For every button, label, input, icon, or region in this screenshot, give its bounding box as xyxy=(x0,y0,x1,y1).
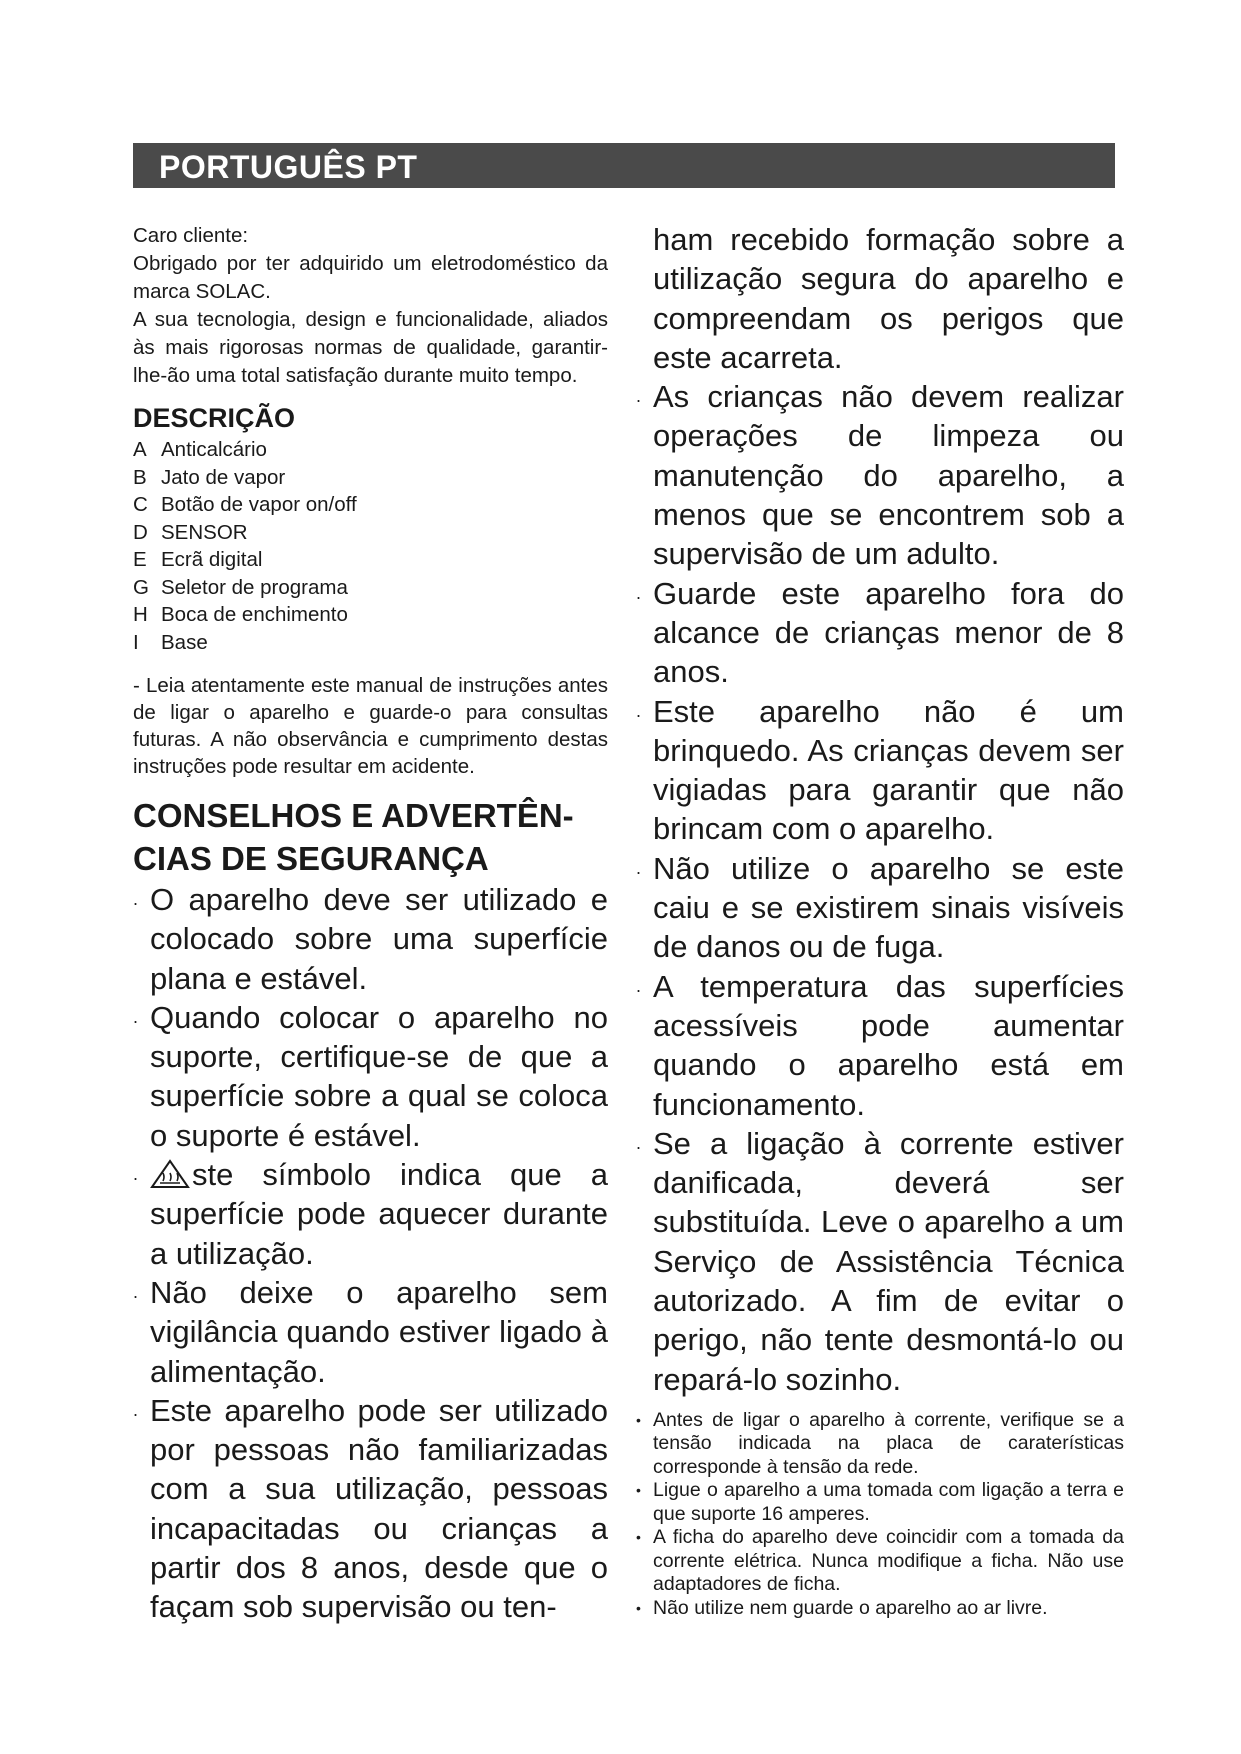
safety-item xyxy=(636,1124,1124,1399)
description-label: Jato de vapor xyxy=(161,465,286,489)
bullet: . xyxy=(636,975,642,996)
safety-item-text: Se a ligação à corrente estiver danificada, deverá ser substituída. Leve o aparelho a um Serviço de Assistência Técnica autorizado. A fim de evitar o perigo, não tente desmontá-lo ou repará-lo sozinho. xyxy=(653,1125,1124,1397)
safety-item xyxy=(133,880,608,998)
safety-item-text: A temperatura das superfícies acessíveis pode aumentar quando o aparelho está em funcionamento. xyxy=(653,968,1124,1122)
description-item xyxy=(133,464,608,492)
safety-item-text: Guarde este aparelho fora do alcance de crianças menor de 8 anos. xyxy=(653,575,1124,690)
safety-item xyxy=(636,692,1124,849)
safety-item xyxy=(133,1391,608,1627)
description-heading: DESCRIÇÃO xyxy=(133,403,296,433)
bullet: • xyxy=(636,1599,641,1616)
safety-item xyxy=(636,967,1124,1124)
read-manual-note: - Leia atentamente este manual de instruções antes de ligar o aparelho e guarde-o para consultas futuras. A não observância e cumprimento destas instruções pode resultar em acidente. xyxy=(133,674,608,778)
description-label: Boca de enchimento xyxy=(161,603,348,626)
bullet: . xyxy=(133,889,139,909)
greeting: Caro cliente: xyxy=(133,224,249,247)
bullet: . xyxy=(133,1006,139,1027)
safety-item-text: O aparelho deve ser utilizado e colocado sobre uma superfície plana e estável. xyxy=(150,882,608,996)
right-column xyxy=(636,220,1124,1620)
safety-item xyxy=(636,377,1124,573)
bullet: . xyxy=(636,857,642,878)
small-safety-item xyxy=(636,1479,1124,1526)
description-label: Anticalcário xyxy=(161,438,267,461)
description-label: Base xyxy=(161,630,208,654)
small-safety-item xyxy=(636,1526,1124,1597)
small-safety-item xyxy=(636,1409,1124,1480)
safety-list-small xyxy=(636,1409,1124,1621)
description-letter: A xyxy=(133,438,147,461)
safety-item-text: Quando colocar o aparelho no suporte, certifique-se de que a superfície sobre a qual se coloca o suporte é estável. xyxy=(150,999,608,1153)
safety-list-right xyxy=(636,377,1124,1399)
bullet: . xyxy=(133,1399,139,1420)
safety-item-text: Este aparelho não é um brinquedo. As crianças devem ser vigiadas para garantir que não brincam com o aparelho. xyxy=(653,693,1124,847)
description-item xyxy=(133,629,608,657)
section-header-bar xyxy=(133,143,1115,188)
safety-item-text: Este aparelho pode ser utilizado por pessoas não familiarizadas com a sua utilização, pessoas incapacitadas ou crianças a partir dos 8 anos, desde que o façam sob supervisão ou ten- xyxy=(150,1392,608,1625)
left-column xyxy=(133,222,608,1627)
description-label: Seletor de programa xyxy=(161,575,348,599)
page-title: PORTUGUÊS PT xyxy=(159,149,418,185)
bullet: • xyxy=(636,1482,641,1499)
safety-item-text: ste símbolo indica que a superfície pode aquecer durante a utilização. xyxy=(150,1157,608,1271)
hot-surface-warning-icon xyxy=(150,1159,190,1189)
description-letter: C xyxy=(133,493,148,516)
description-list xyxy=(133,436,608,656)
description-letter: I xyxy=(133,630,139,654)
safety-item-text: Não utilize o aparelho se este caiu e se existirem sinais visíveis de danos ou de fuga. xyxy=(653,850,1124,965)
bullet: • xyxy=(636,1529,641,1546)
bullet: . xyxy=(636,386,642,407)
bullet: . xyxy=(636,700,642,721)
description-label: Ecrã digital xyxy=(161,548,263,571)
safety-heading xyxy=(133,794,608,880)
description-item xyxy=(133,574,608,602)
bullet: . xyxy=(133,1281,139,1302)
description-label: SENSOR xyxy=(161,520,248,544)
small-safety-item-text: A ficha do aparelho deve coincidir com a tomada da corrente elétrica. Nunca modifique a ficha. Não use adaptadores de ficha. xyxy=(653,1526,1124,1596)
description-letter: H xyxy=(133,603,148,626)
intro-paragraph-1: Obrigado por ter adquirido um eletrodoméstico da marca SOLAC. xyxy=(133,252,608,303)
bullet: . xyxy=(636,582,642,603)
bullet: . xyxy=(636,1132,642,1153)
description-letter: B xyxy=(133,465,147,489)
description-letter: G xyxy=(133,575,149,599)
description-letter: E xyxy=(133,548,147,571)
safety-heading-line-1: CONSELHOS E ADVERTÊN- xyxy=(133,797,574,834)
safety-item xyxy=(133,998,608,1155)
safety-item-text: As crianças não devem realizar operações de limpeza ou manutenção do aparelho, a menos que se encontrem sob a supervisão de um adulto. xyxy=(653,379,1124,572)
description-item xyxy=(133,491,608,519)
safety-item-continuation: ham recebido formação sobre a utilização segura do aparelho e compreendam os perigos que este acarreta. xyxy=(653,222,1124,375)
description-label: Botão de vapor on/off xyxy=(161,493,357,516)
safety-item xyxy=(636,849,1124,967)
bullet: • xyxy=(636,1411,641,1428)
small-safety-item-text: Não utilize nem guarde o aparelho ao ar livre. xyxy=(653,1596,1048,1619)
safety-item xyxy=(133,1155,608,1273)
description-item xyxy=(133,546,608,574)
description-item xyxy=(133,601,608,629)
description-item xyxy=(133,519,608,547)
small-safety-item-text: Antes de ligar o aparelho à corrente, verifique se a tensão indicada na placa de caraterísticas corresponde à tensão da rede. xyxy=(653,1408,1124,1478)
safety-heading-line-2: CIAS DE SEGURANÇA xyxy=(133,840,489,877)
small-safety-item xyxy=(636,1597,1124,1621)
safety-list-left xyxy=(133,880,608,1627)
small-safety-item-text: Ligue o aparelho a uma tomada com ligação a terra e que suporte 16 amperes. xyxy=(653,1479,1124,1525)
safety-item xyxy=(636,574,1124,692)
bullet: . xyxy=(133,1164,139,1185)
description-letter: D xyxy=(133,520,148,544)
safety-item-text: Não deixe o aparelho sem vigilância quando estiver ligado à alimentação. xyxy=(150,1274,608,1389)
safety-item xyxy=(133,1273,608,1391)
description-item xyxy=(133,436,608,464)
intro-paragraph-2: A sua tecnologia, design e funcionalidade, aliados às mais rigorosas normas de qualidade, garantir-lhe-ão uma total satisfação durante muito tempo. xyxy=(133,308,608,387)
